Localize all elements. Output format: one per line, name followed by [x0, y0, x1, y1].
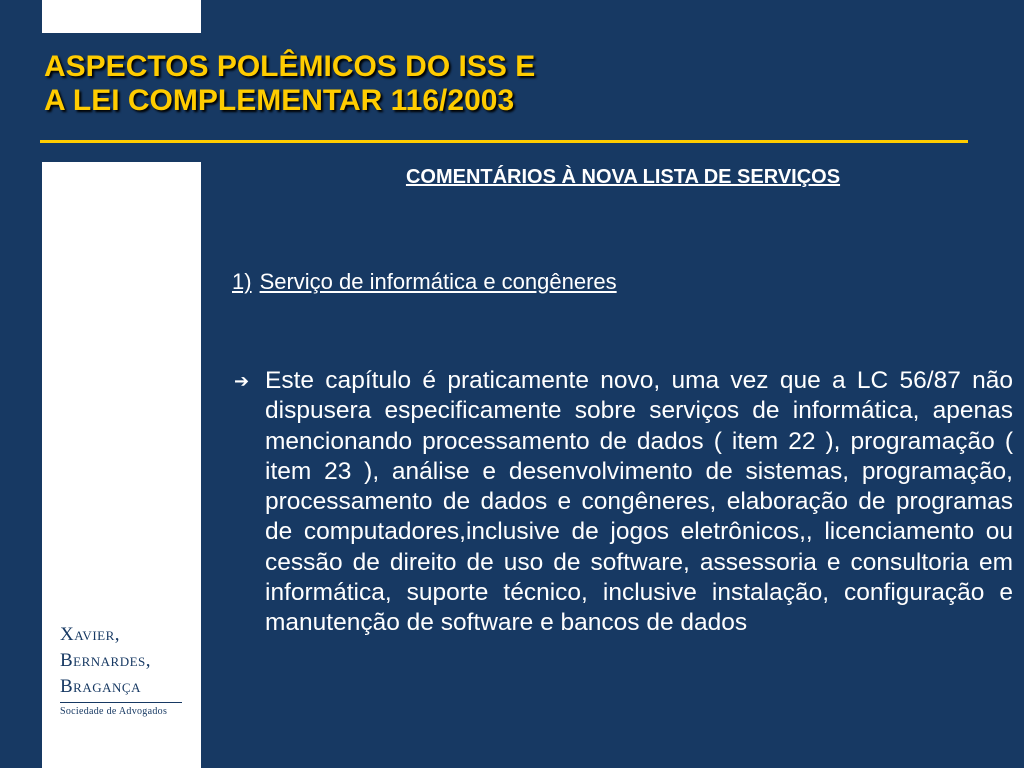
- firm-logo: [60, 622, 185, 717]
- bullet-paragraph: Este capítulo é praticamente novo, uma vez que a LC 56/87 não dispusera especificamente sobre serviços de informática, apenas mencionando processamento de dados ( item 22 ), programação ( item 23 ), análise e desenvolvimento de sistemas, programação, processamento de dados e congêneres, elaboração de programas de computadores,inclusive de jogos eletrônicos,, licenciamento ou cessão de direito de uso de software, assessoria e consultoria em informática, suporte técnico, inclusive instalação, configuração e manutenção de software e bancos de dados: [265, 367, 1013, 637]
- title-divider: [40, 140, 968, 143]
- topic-heading: [232, 268, 617, 296]
- logo-line-1: Xavier,: [60, 624, 121, 645]
- logo-line-2: Bernardes,: [60, 650, 152, 671]
- logo-tagline: Sociedade de Advogados: [60, 706, 168, 717]
- right-arrow-icon: ➔: [234, 371, 250, 391]
- topic-number: 1): [232, 269, 252, 294]
- top-white-box: [42, 0, 201, 33]
- section-heading: COMENTÁRIOS À NOVA LISTA DE SERVIÇOS: [405, 166, 841, 188]
- topic-title: Serviço de informática e congêneres: [259, 269, 617, 294]
- side-panel: [42, 162, 201, 768]
- title-line-2: A LEI COMPLEMENTAR 116/2003: [44, 84, 515, 117]
- logo-rule: [60, 702, 182, 703]
- logo-line-3: Bragança: [60, 676, 141, 697]
- slide-title: [44, 50, 535, 118]
- title-line-1: ASPECTOS POLÊMICOS DO ISS E: [44, 50, 536, 83]
